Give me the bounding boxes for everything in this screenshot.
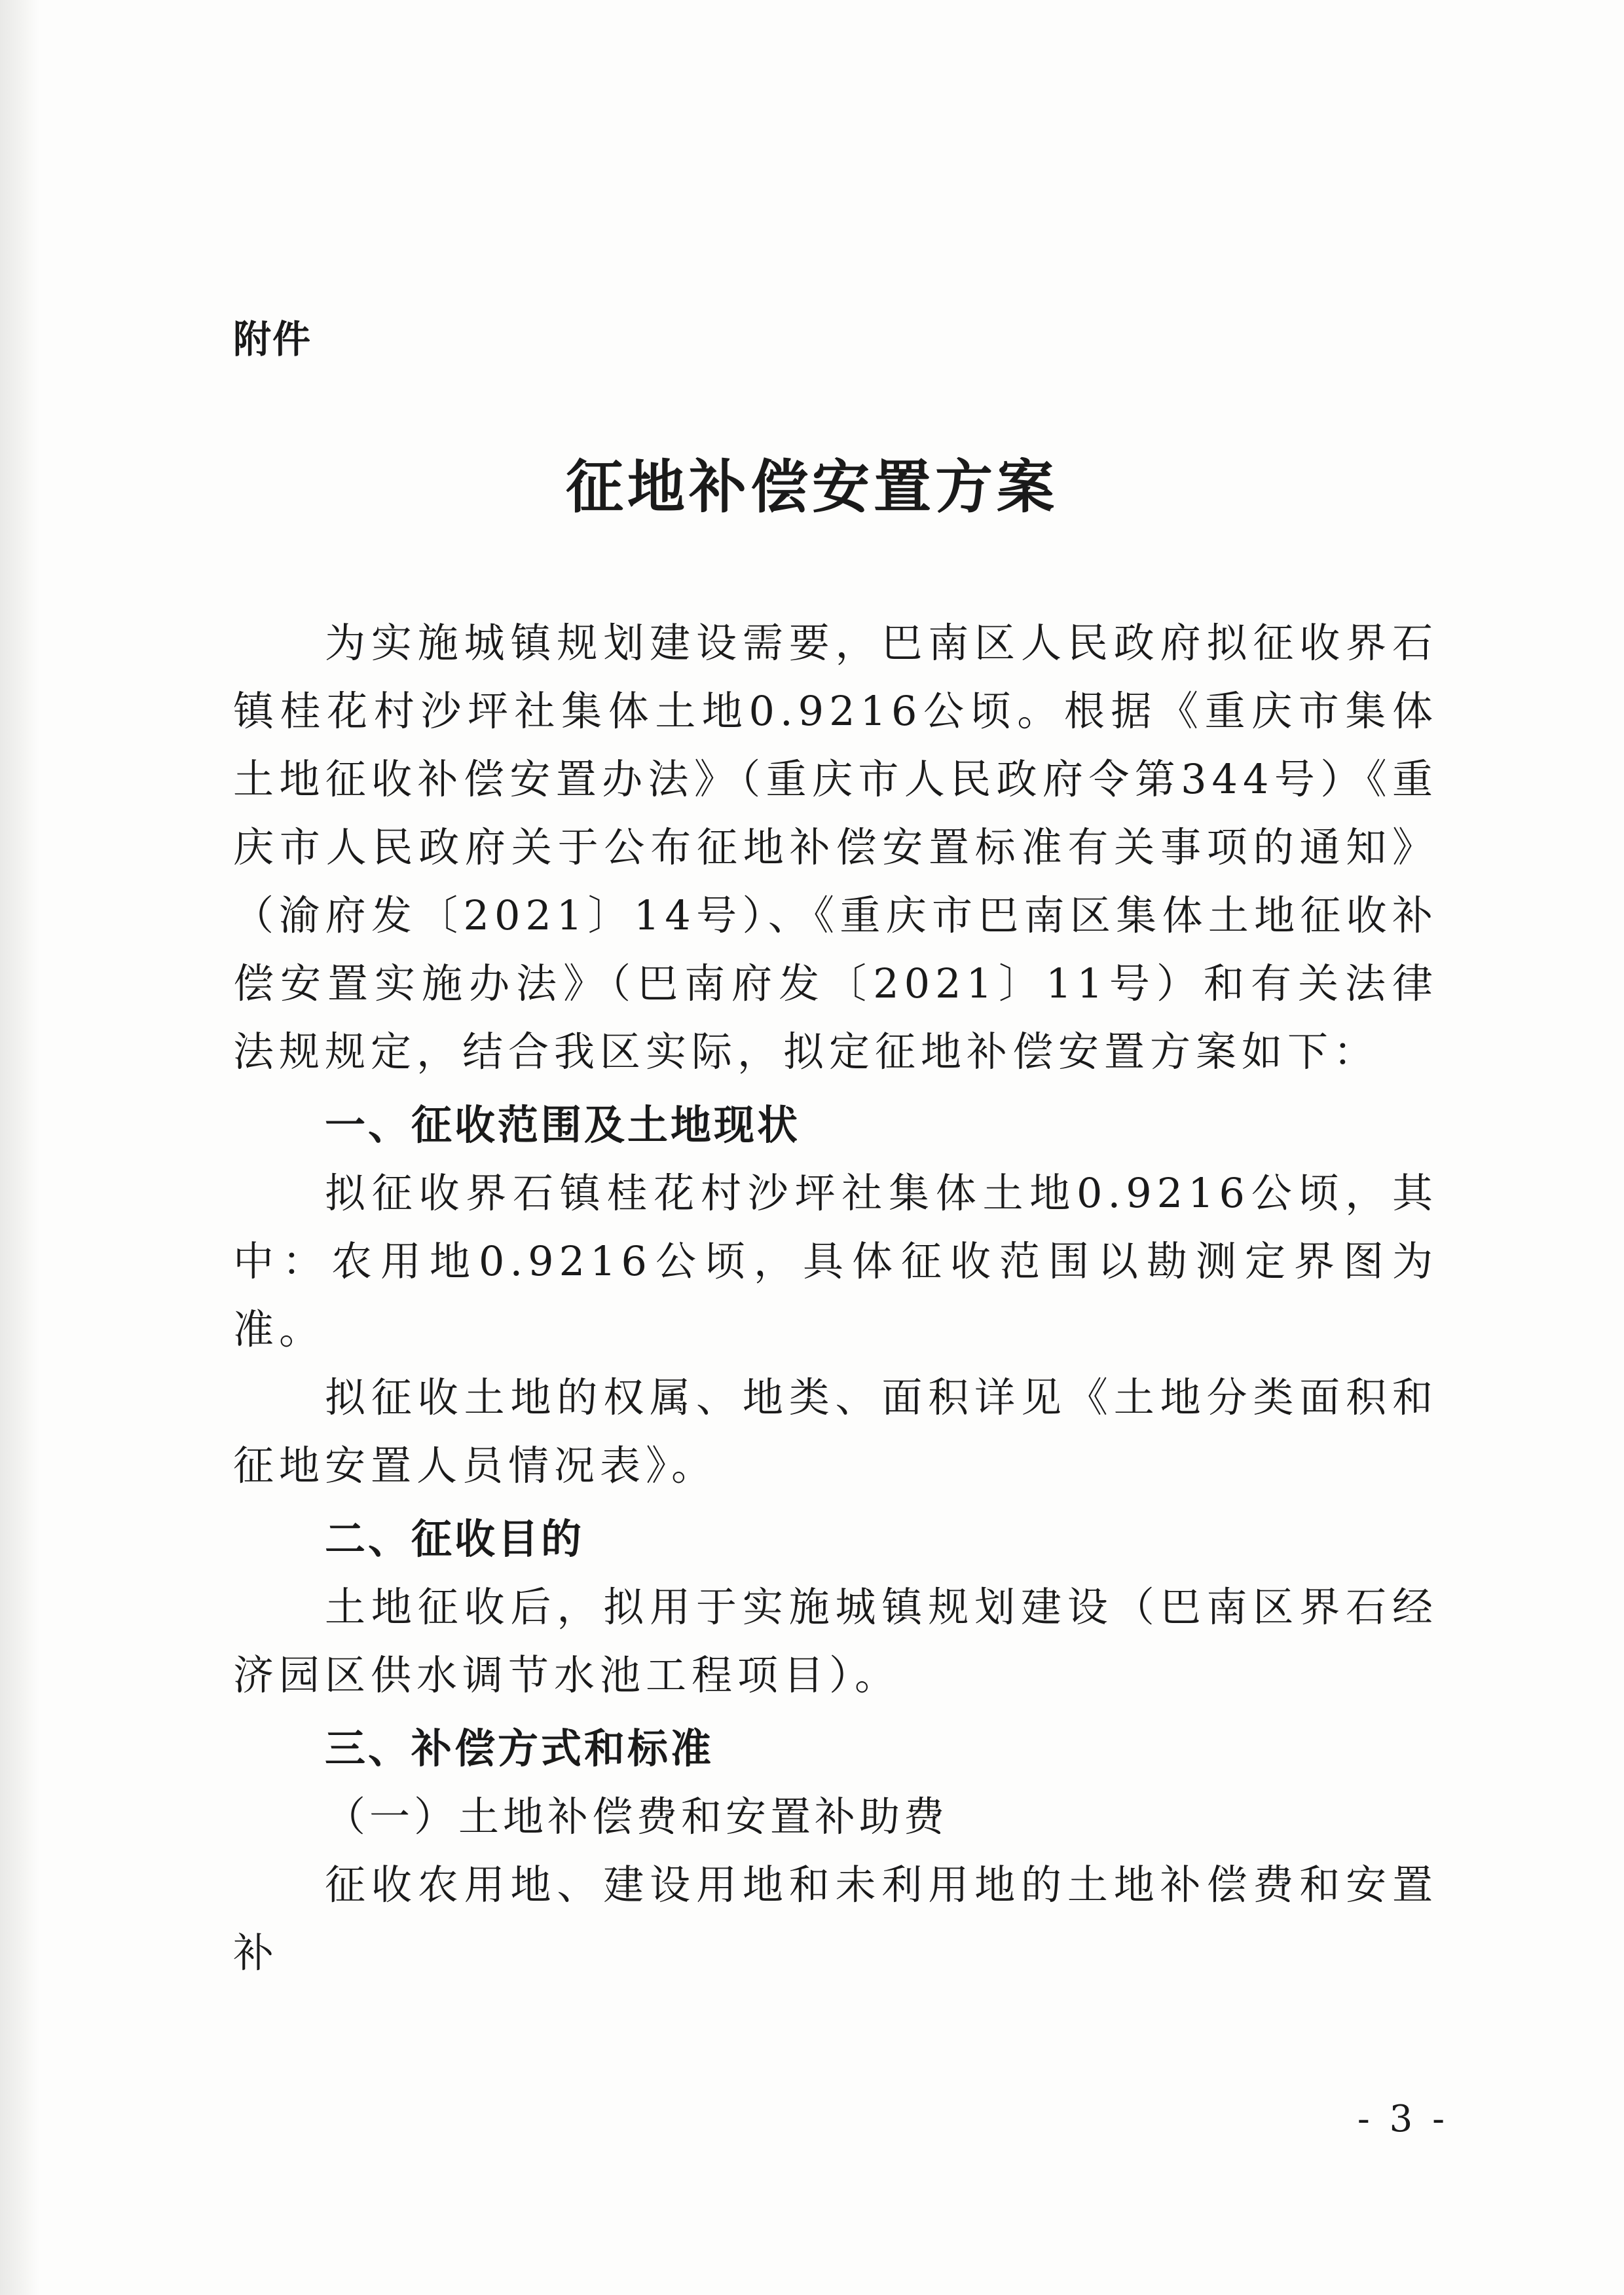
ownership-paragraph: 拟征收土地的权属、地类、面积详见《土地分类面积和征地安置人员情况表》。 — [233, 1373, 1438, 1489]
section-heading-scope: 一、征收范围及土地现状 — [325, 1101, 801, 1149]
document-body — [233, 609, 1438, 1987]
intro-paragraph: 为实施城镇规划建设需要，巴南区人民政府拟征收界石镇桂花村沙坪社集体土地0.9216公顷。根据《重庆市集体土地征收补偿安置办法》（重庆市人民政府令第344号）《重庆市人民政府关于公布征地补偿安置标准有关事项的通知》（渝府发〔2021〕14号）、《重庆市巴南区集体土地征收补偿安置实施办法》（巴南府发〔2021〕11号）和有关法律法规规定，结合我区实际，拟定征地补偿安置方案如下： — [233, 619, 1438, 1075]
scope-paragraph: 拟征收界石镇桂花村沙坪社集体土地0.9216公顷，其中：农用地0.9216公顷，具体征收范围以勘测定界图为准。 — [233, 1169, 1438, 1353]
subsection-heading-land-compensation: （一）土地补偿费和安置补助费 — [325, 1793, 949, 1840]
document-title: 征地补偿安置方案 — [565, 453, 1058, 521]
page-number: - 3 - — [1357, 2098, 1449, 2140]
compensation-paragraph: 征收农用地、建设用地和未利用地的土地补偿费和安置补 — [233, 1861, 1438, 1977]
purpose-paragraph: 土地征收后，拟用于实施城镇规划建设（巴南区界石经济园区供水调节水池工程项目）。 — [233, 1583, 1438, 1699]
section-heading-purpose: 二、征收目的 — [325, 1515, 585, 1563]
attachment-label: 附件 — [233, 317, 312, 362]
section-heading-compensation: 三、补偿方式和标准 — [325, 1725, 714, 1772]
